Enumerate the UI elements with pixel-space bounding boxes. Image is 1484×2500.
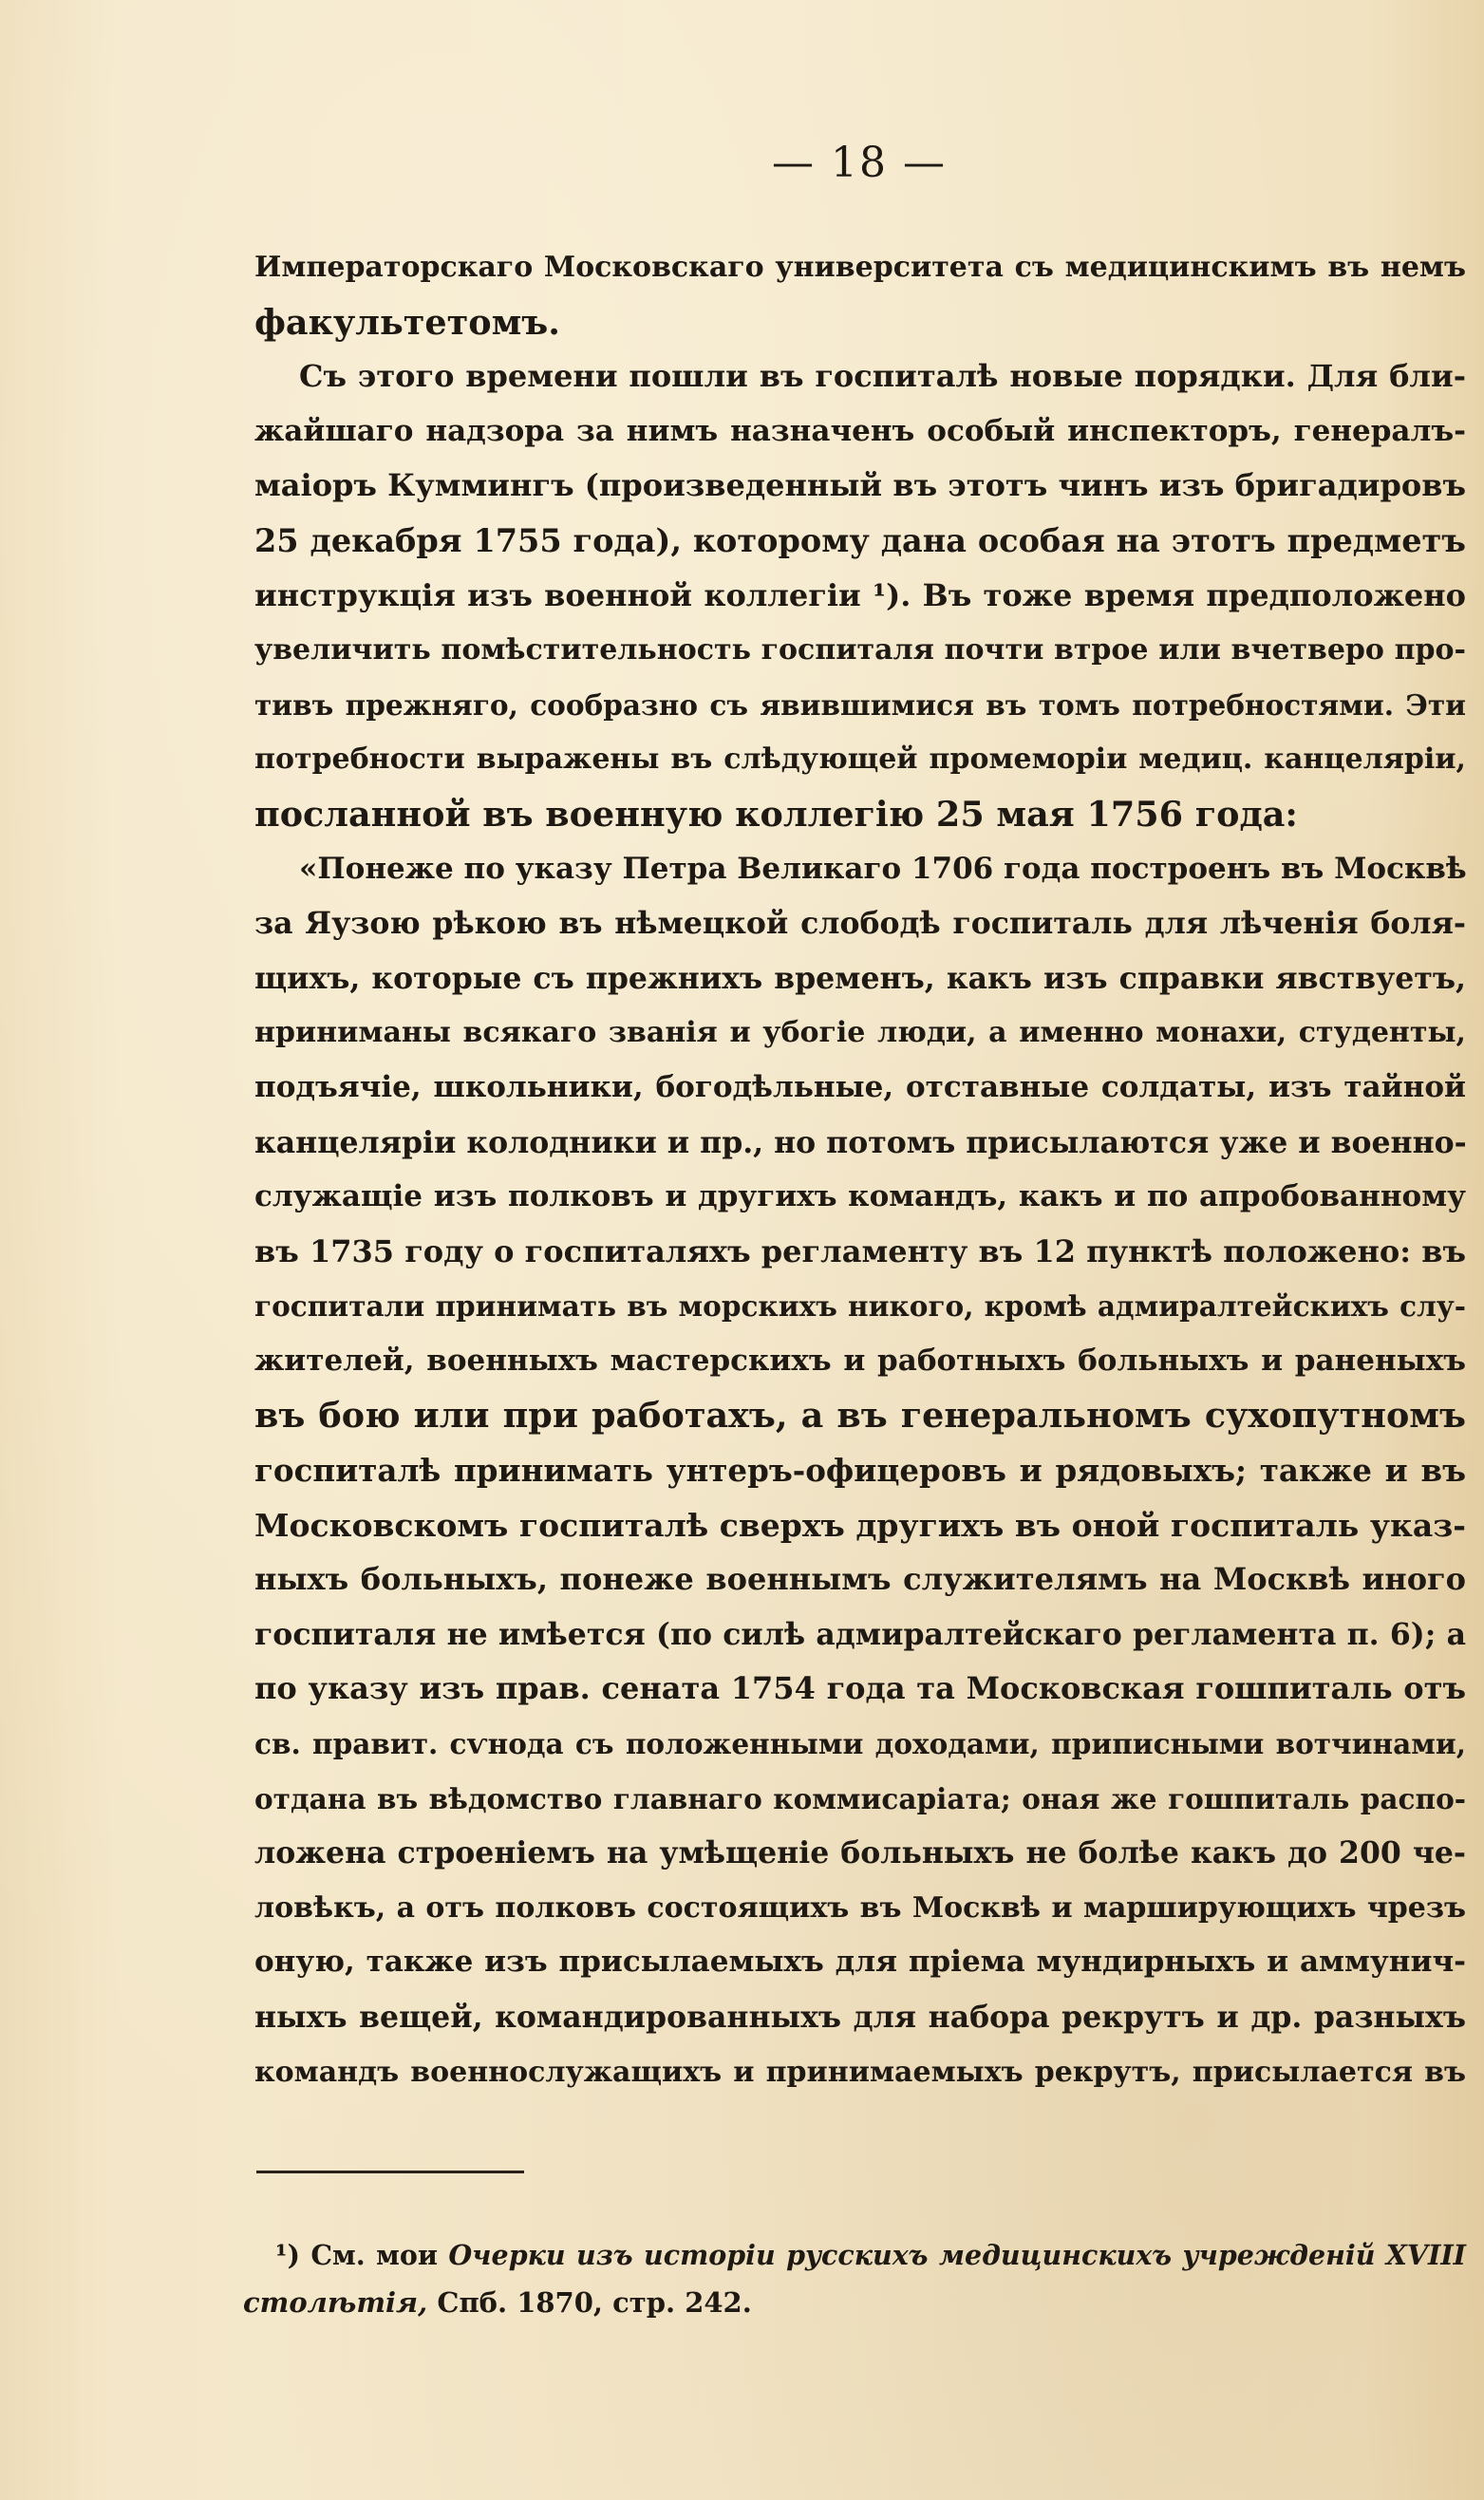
footnote <box>243 2231 1466 2326</box>
text-line: увеличить помѣстительность госпиталя почти втрое или вчетверо про- <box>254 633 1466 667</box>
text-line: ныхъ вещей, командированныхъ для набора рекрутъ и др. разныхъ <box>254 2000 1466 2035</box>
footnote-citation: Спб. 1870, стр. 242. <box>437 2286 752 2319</box>
text-line: отдана въ вѣдомство главнаго коммисаріата; оная же гошпиталь распо- <box>254 1781 1466 1815</box>
text-line: тивъ прежняго, сообразно съ явившимися въ томъ потребностями. Эти <box>254 687 1466 722</box>
footnote-line-2 <box>243 2279 1466 2326</box>
page-number: — 18 — <box>772 139 947 187</box>
text-line: по указу изъ прав. сената 1754 года та Московская гошпиталь отъ <box>254 1670 1466 1707</box>
footnote-rule <box>256 2171 524 2173</box>
text-line: нриниманы всякаго званія и убогіе люди, а именно монахи, студенты, <box>254 1016 1466 1050</box>
text-line: факультетомъ. <box>254 301 561 343</box>
text-line: инструкція изъ военной коллегіи ¹). Въ тоже время предположено <box>254 576 1466 613</box>
text-line: жителей, военныхъ мастерскихъ и работныхъ больныхъ и раненыхъ <box>254 1343 1466 1378</box>
text-line: Императорскаго Московскаго университета съ медицинскимъ въ немъ <box>254 251 1466 284</box>
text-line: щихъ, которые съ прежнихъ временъ, какъ изъ справки явствуетъ, <box>254 960 1466 996</box>
text-line: въ 1735 году о госпиталяхъ регламенту въ 12 пунктѣ положено: въ <box>254 1232 1466 1269</box>
text-line: потребности выражены въ слѣдующей промеморіи медиц. канцеляріи, <box>254 742 1466 777</box>
text-line: маіоръ Куммингъ (произведенный въ этотъ чинъ изъ бригадировъ <box>254 467 1466 504</box>
footnote-line-1 <box>275 2231 1466 2279</box>
text-line: госпиталя не имѣется (по силѣ адмиралтейскаго регламента п. 6); а <box>254 1616 1466 1652</box>
text-line: въ бою или при работахъ, а въ генеральномъ сухопутномъ <box>254 1395 1466 1437</box>
text-line: посланной въ военную коллегію 25 мая 1756 года: <box>254 793 1298 835</box>
footnote-title: Очерки изъ исторіи русскихъ медицинскихъ учрежденій XVIII <box>448 2239 1466 2271</box>
text-line: подъячіе, школьники, богодѣльные, отставные солдаты, изъ тайной <box>254 1069 1466 1104</box>
text-line: служащіе изъ полковъ и другихъ командъ, какъ и по апробованному <box>254 1179 1466 1214</box>
text-line: за Яузою рѣкою въ нѣмецкой слободѣ госпиталь для лѣченія боля- <box>254 906 1466 942</box>
text-line: 25 декабря 1755 года), которому дана особая на этотъ предметъ <box>254 521 1466 559</box>
text-line: оную, также изъ присылаемыхъ для пріема мундирныхъ и аммунич- <box>254 1945 1466 1980</box>
text-line: ловѣкъ, а отъ полковъ состоящихъ въ Москвѣ и марширующихъ чрезъ <box>254 1890 1466 1925</box>
text-line: ныхъ больныхъ, понеже военнымъ служителямъ на Москвѣ иного <box>254 1561 1466 1598</box>
body-text <box>254 240 1466 2099</box>
text-line: жайшаго надзора за нимъ назначенъ особый инспекторъ, генералъ- <box>254 413 1466 448</box>
footnote-title-cont: столѣтія, <box>243 2286 428 2319</box>
text-line: госпиталѣ принимать унтеръ-офицеровъ и рядовыхъ; также и въ <box>254 1452 1466 1490</box>
text-line: «Понеже по указу Петра Великаго 1706 года построенъ въ Москвѣ <box>299 851 1467 886</box>
text-line: ложена строеніемъ на умѣщеніе больныхъ не болѣе какъ до 200 че- <box>254 1835 1466 1871</box>
text-line: Съ этого времени пошли въ госпиталѣ новые порядки. Для бли- <box>299 358 1466 395</box>
text-line: госпитали принимать въ морскихъ никого, кромѣ адмиралтейскихъ слу- <box>254 1289 1466 1324</box>
text-line: св. правит. сѵнода съ положенными доходами, приписными вотчинами, <box>254 1727 1466 1761</box>
text-line: Московскомъ госпиталѣ сверхъ другихъ въ оной госпиталь указ- <box>254 1506 1466 1544</box>
text-line: командъ военнослужащихъ и принимаемыхъ рекрутъ, присылается въ <box>254 2055 1466 2089</box>
text-line: канцеляріи колодники и пр., но потомъ присылаются уже и военно- <box>254 1124 1467 1160</box>
footnote-marker: ¹) См. мои <box>275 2239 438 2271</box>
